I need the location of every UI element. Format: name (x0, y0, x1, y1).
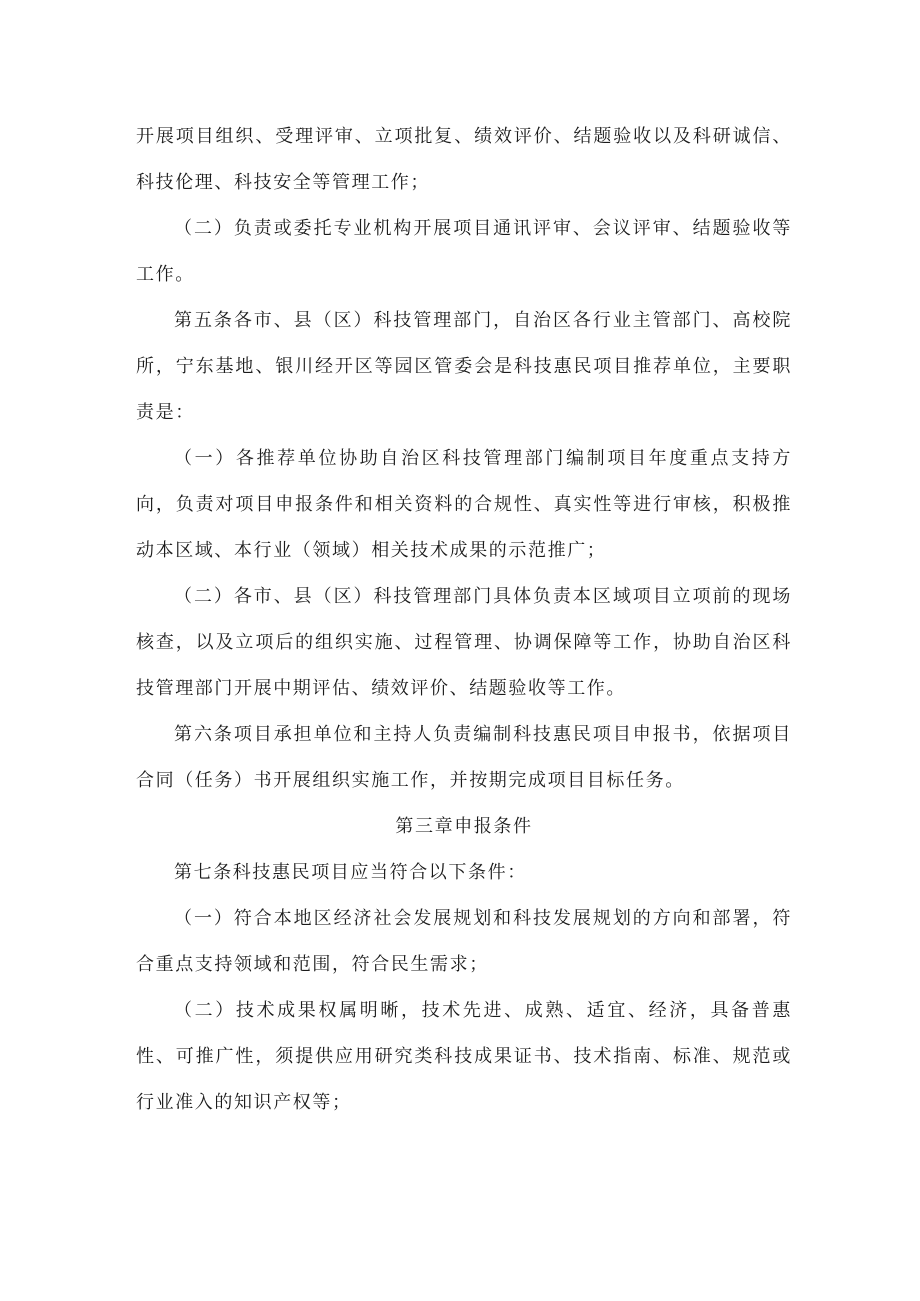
document-body (136, 114, 792, 1126)
paragraph-article-7-item-1: （一）符合本地区经济社会发展规划和科技发展规划的方向和部署，符合重点支持领域和范围，符合民生需求； (136, 908, 792, 975)
paragraph-article-7-item-2: （二）技术成果权属明晰，技术先进、成熟、适宜、经济，具备普惠性、可推广性，须提供应用研究类科技成果证书、技术指南、标准、规范或行业准入的知识产权等； (136, 1000, 792, 1113)
paragraph-item-2: （二）负责或委托专业机构开展项目通讯评审、会议评审、结题验收等工作。 (136, 218, 792, 285)
paragraph-article-5: 第五条各市、县（区）科技管理部门，自治区各行业主管部门、高校院所，宁东基地、银川经开区等园区管委会是科技惠民项目推荐单位，主要职责是： (136, 310, 792, 423)
chapter-heading: 第三章申报条件 (395, 816, 533, 837)
paragraph-continuation: 开展项目组织、受理评审、立项批复、绩效评价、结题验收以及科研诚信、科技伦理、科技安全等管理工作； (136, 126, 792, 193)
paragraph-article-6: 第六条项目承担单位和主持人负责编制科技惠民项目申报书，依据项目合同（任务）书开展组织实施工作，并按期完成项目目标任务。 (136, 724, 792, 791)
paragraph-article-5-item-2: （二）各市、县（区）科技管理部门具体负责本区域项目立项前的现场核查，以及立项后的组织实施、过程管理、协调保障等工作，协助自治区科技管理部门开展中期评估、绩效评价、结题验收等工作。 (136, 586, 792, 699)
paragraph-article-5-item-1: （一）各推荐单位协助自治区科技管理部门编制项目年度重点支持方向，负责对项目申报条件和相关资料的合规性、真实性等进行审核，积极推动本区域、本行业（领域）相关技术成果的示范推广； (136, 448, 792, 561)
paragraph-article-7: 第七条科技惠民项目应当符合以下条件： (174, 862, 527, 883)
